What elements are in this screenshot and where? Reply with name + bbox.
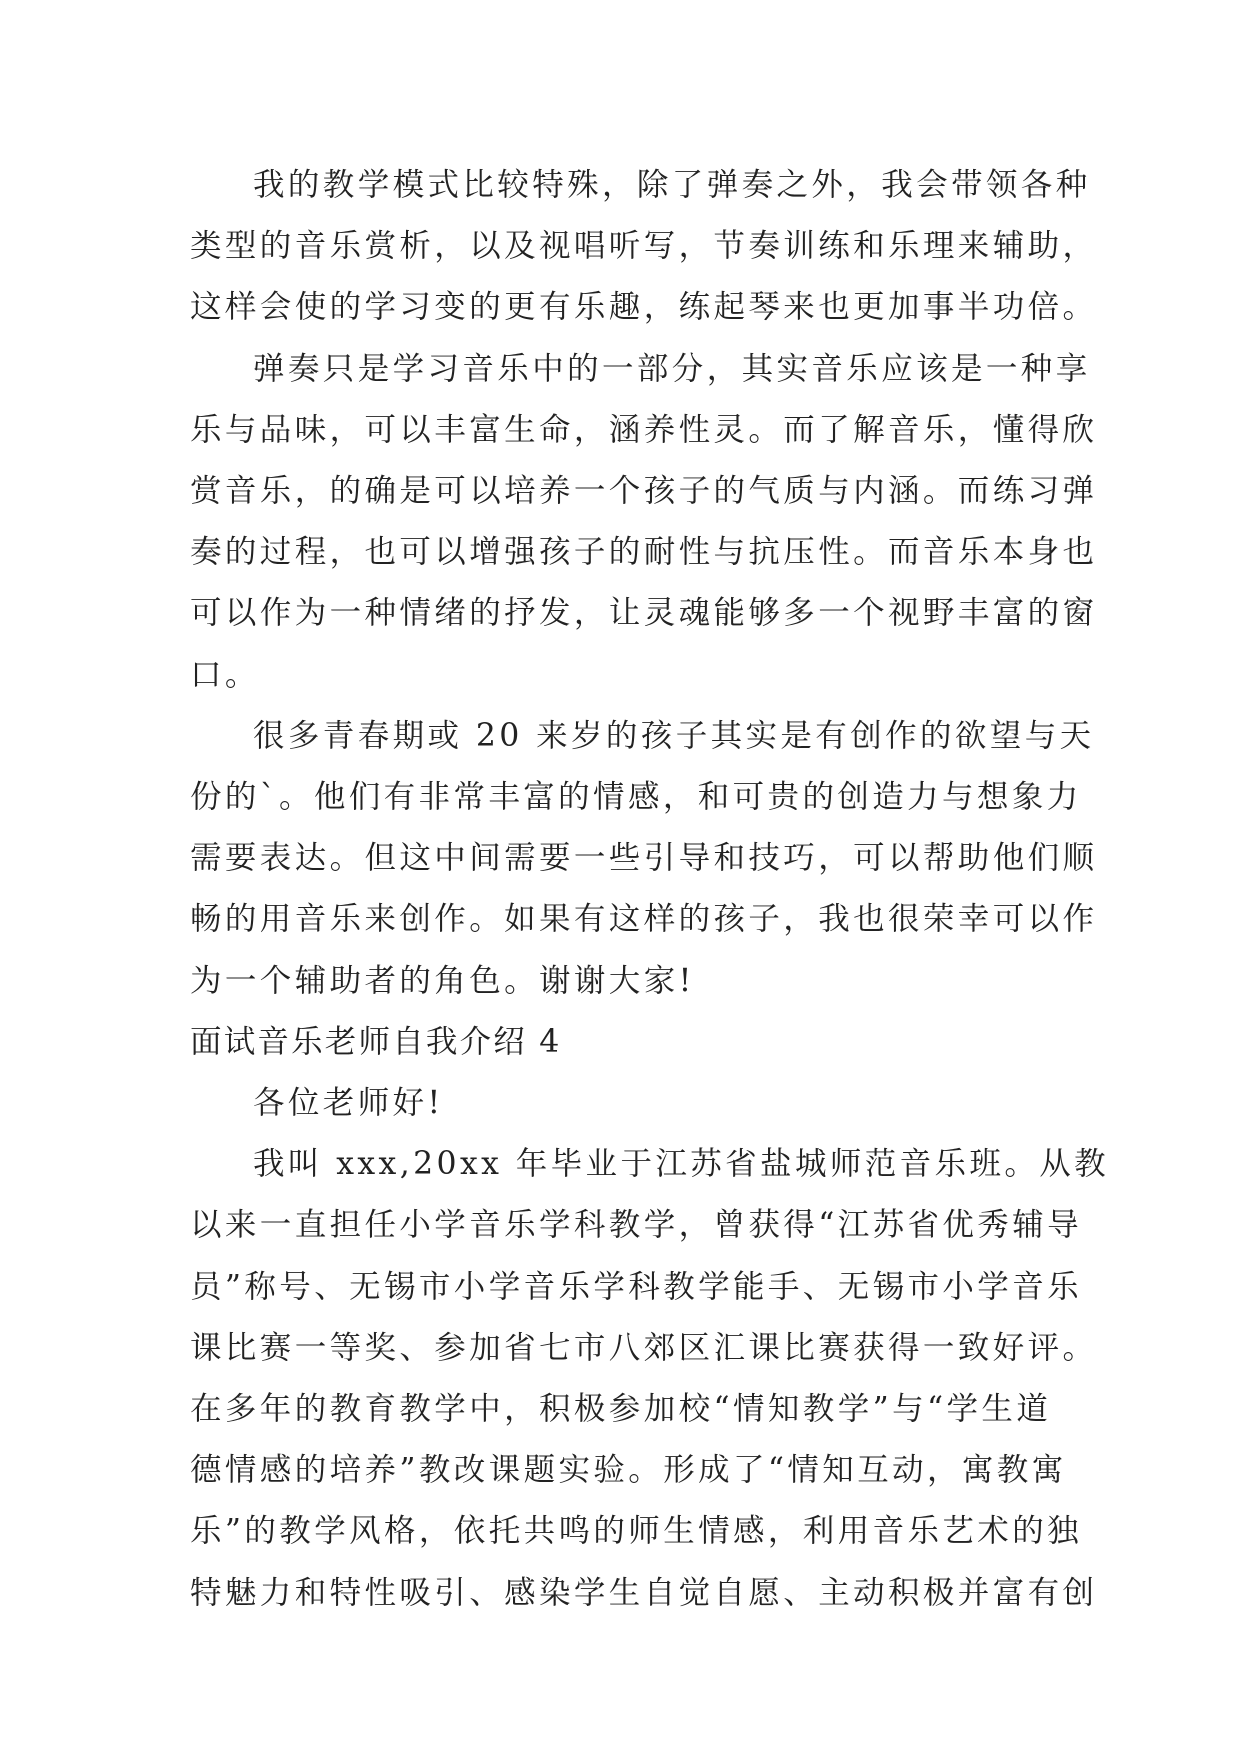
text-line: 为一个辅助者的角色。谢谢大家! [190, 962, 695, 999]
text-line: 类型的音乐赏析，以及视唱听写，节奏训练和乐理来辅助， [190, 228, 1098, 265]
text-line: 赏音乐，的确是可以培养一个孩子的气质与内涵。而练习弹 [190, 473, 1098, 510]
section-heading: 面试音乐老师自我介绍 4 [190, 1023, 562, 1060]
paragraph-music-value [190, 339, 1098, 706]
greeting [190, 1073, 1070, 1134]
text-line: 畅的用音乐来创作。如果有这样的孩子，我也很荣幸可以作 [190, 901, 1098, 938]
text-line: 在多年的教育教学中，积极参加校“情知教学”与“学生道 [190, 1391, 1052, 1428]
paragraph-teaching-mode [190, 155, 1098, 339]
text-line: 乐与品味，可以丰富生命，涵养性灵。而了解音乐，懂得欣 [190, 411, 1098, 448]
paragraph-self-introduction [190, 1134, 1110, 1624]
paragraph-creativity [190, 706, 1098, 1012]
text-line: 以来一直担任小学音乐学科教学，曾获得“江苏省优秀辅导 [190, 1207, 1083, 1244]
text-line: 口。 [190, 656, 260, 693]
text-line: 各位老师好! [253, 1085, 444, 1122]
text-line: 奏的过程，也可以增强孩子的耐性与抗压性。而音乐本身也 [190, 534, 1098, 571]
text-line: 我叫 xxx,20xx 年毕业于江苏省盐城师范音乐班。从教 [253, 1146, 1110, 1183]
text-line: 乐”的教学风格，依托共鸣的师生情感，利用音乐艺术的独 [190, 1513, 1083, 1550]
text-line: 很多青春期或 20 来岁的孩子其实是有创作的欲望与天 [253, 717, 1095, 754]
text-line: 弹奏只是学习音乐中的一部分，其实音乐应该是一种享 [253, 350, 1091, 387]
text-line: 课比赛一等奖、参加省七市八郊区汇课比赛获得一致好评。 [190, 1329, 1098, 1366]
text-line: 这样会使的学习变的更有乐趣，练起琴来也更加事半功倍。 [190, 289, 1098, 326]
text-line: 份的`。他们有非常丰富的情感，和可贵的创造力与想象力 [190, 779, 1082, 816]
document-body [190, 155, 1110, 1624]
text-line: 我的教学模式比较特殊，除了弹奏之外，我会带领各种 [253, 167, 1091, 203]
text-line: 需要表达。但这中间需要一些引导和技巧，可以帮助他们顺 [190, 840, 1098, 877]
text-line: 员”称号、无锡市小学音乐学科教学能手、无锡市小学音乐 [190, 1268, 1083, 1305]
text-line: 特魅力和特性吸引、感染学生自觉自愿、主动积极并富有创 [190, 1574, 1098, 1611]
text-line: 可以作为一种情绪的抒发，让灵魂能够多一个视野丰富的窗 [190, 595, 1098, 632]
text-line: 德情感的培养”教改课题实验。形成了“情知互动，寓教寓 [190, 1452, 1067, 1489]
